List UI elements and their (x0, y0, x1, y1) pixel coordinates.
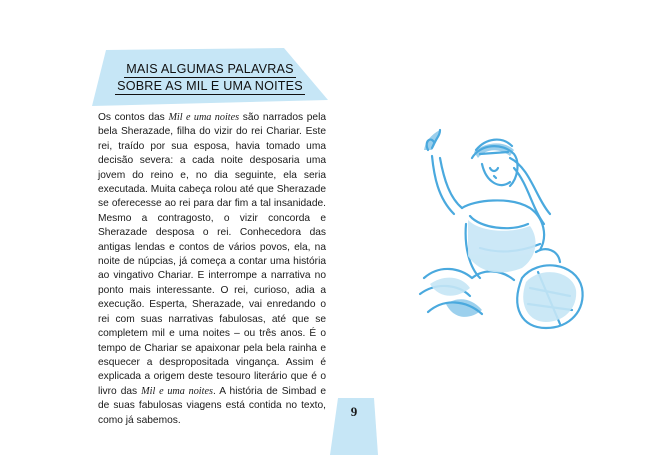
book-title-italic: Mil e uma noites (141, 385, 213, 397)
paragraph (98, 111, 326, 428)
section-title-line-2: SOBRE AS MIL E UMA NOITES (117, 79, 303, 93)
text-run: Os contos das (98, 112, 169, 123)
section-title (92, 62, 328, 96)
text-run: são narrados pela bela Sherazade, filha do vizir do rei Chariar. Este rei, traído por sua esposa, havia tomado uma decisão severa: a cada noite desposaria uma jovem do reino e, no dia seguinte, ela seria executada. Muita cabeça rolou até que Sherazade se oferecesse ao rei para dar fim a tal insanidade. Mesmo a contragosto, o vizir concorda e Sherazade desposa o rei. Conhecedora das antigas lendas e contos de vários povos, ela, na noite de núpcias, já começa a contar uma história ao vingativo Chariar. E interrompe a narrativa no ponto mais interessante. O rei, curioso, adia a execução. Esperta, Sherazade, vai enredando o rei com suas narrativas fabulosas, até que se completem mil e uma noites – ou três anos. É o tempo de Chariar se apaixonar pela bela rainha e esquecer a despropositada vingança. Assim é explicada a origem deste tesouro literário que é o livro das (98, 112, 326, 397)
page-number-tab (330, 398, 378, 455)
book-title-italic: Mil e uma noites (168, 112, 240, 123)
sherazade-illustration (410, 128, 590, 338)
body-paragraph (98, 111, 326, 428)
text-run: . A história de Simbad e de suas fabulosas viagens está contida no texto, como já sabemos. (98, 385, 326, 426)
woman-with-raised-arm-illustration (410, 128, 590, 338)
page-number: 9 (350, 404, 358, 419)
title-banner (92, 48, 328, 106)
section-title-line-1: MAIS ALGUMAS PALAVRAS (126, 62, 294, 76)
